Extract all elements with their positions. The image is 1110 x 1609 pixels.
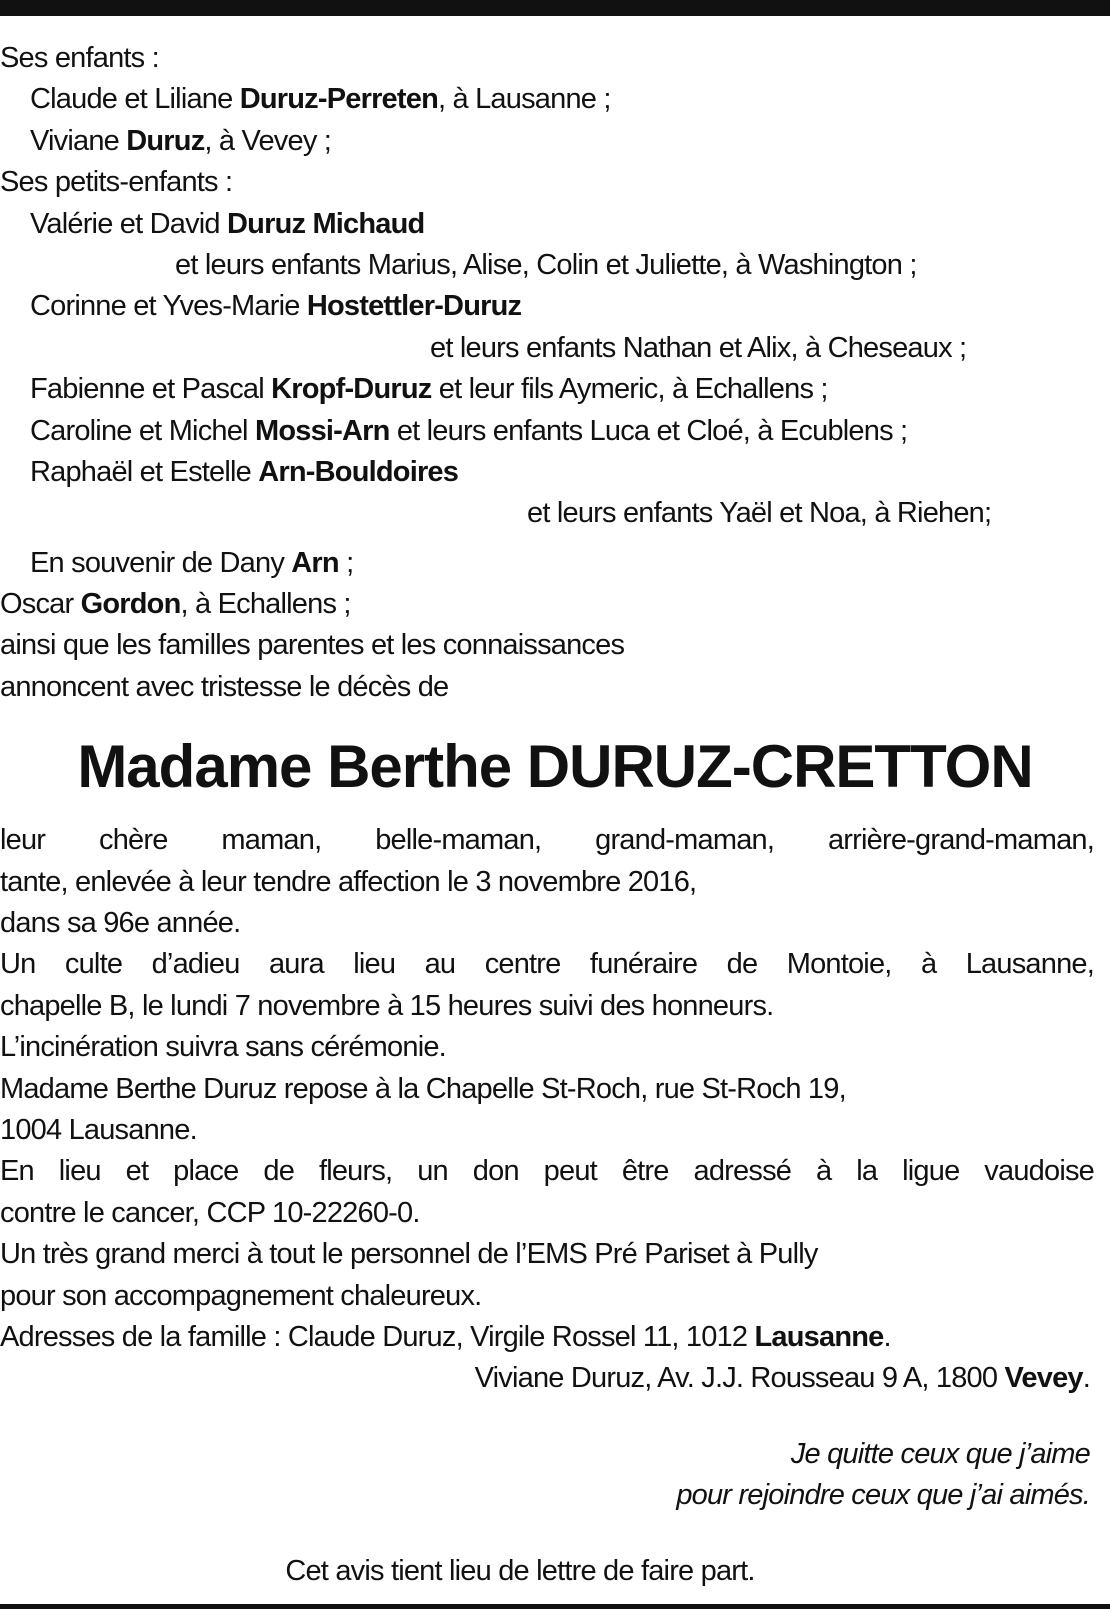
grandchild-details: et leur fils Aymeric, à Echallens ; xyxy=(431,373,828,406)
other-surname: Gordon xyxy=(80,588,181,621)
poem-line: Je quitte ceux que j’aime xyxy=(790,1437,1090,1470)
grandchild-line xyxy=(0,286,1110,327)
grandchild-given-names: Caroline et Michel xyxy=(30,414,255,447)
obituary-notice xyxy=(0,38,1110,1592)
grandchild-surname: Mossi-Arn xyxy=(254,414,390,447)
family-address-line xyxy=(0,1317,1110,1358)
spacer xyxy=(0,535,1110,543)
closing-note: Cet avis tient lieu de lettre de faire part. xyxy=(285,1554,755,1587)
child-given-names: Viviane xyxy=(30,124,127,157)
grandchild-given-names: Raphaël et Estelle xyxy=(30,455,259,488)
bottom-border xyxy=(0,1604,1110,1609)
grandchild-continuation: et leurs enfants Marius, Alise, Colin et Juliette, à Washington ; xyxy=(175,248,917,281)
grandchild-given-names: Valérie et David xyxy=(30,207,228,240)
grandchild-continuation: et leurs enfants Yaël et Noa, à Riehen; xyxy=(527,497,992,530)
grandchild-given-names: Fabienne et Pascal xyxy=(30,373,272,406)
body-line: Madame Berthe Duruz repose à la Chapelle St-Roch, rue St-Roch 19, xyxy=(0,1072,846,1105)
grandchild-surname: Kropf-Duruz xyxy=(271,373,432,406)
grandchild-line xyxy=(0,411,1110,452)
body-line: leur chère maman, belle-maman, grand-maman, arrière-grand-maman, xyxy=(0,824,1094,857)
body-line: L’incinération suivra sans cérémonie. xyxy=(0,1031,446,1064)
other-given-name: Oscar xyxy=(0,588,81,621)
address-city: Lausanne xyxy=(754,1320,884,1353)
top-border xyxy=(0,0,1110,16)
grandchild-continuation: et leurs enfants Nathan et Alix, à Cheseaux ; xyxy=(430,331,967,364)
spacer xyxy=(0,1400,1110,1434)
child-line xyxy=(0,79,1110,120)
grandchildren-heading: Ses petits-enfants : xyxy=(0,166,233,199)
child-line xyxy=(0,121,1110,162)
body-line: contre le cancer, CCP 10-22260-0. xyxy=(0,1196,420,1229)
grandchild-line xyxy=(0,204,1110,245)
body-line: dans sa 96e année. xyxy=(0,907,241,940)
announcement-line: annoncent avec tristesse le décès de xyxy=(0,670,449,703)
spacer xyxy=(0,1517,1110,1551)
child-location: , à Vevey ; xyxy=(204,124,332,157)
address-city: Vevey xyxy=(1004,1362,1083,1395)
body-line: pour son accompagnement chaleureux. xyxy=(0,1279,482,1312)
memory-surname: Arn xyxy=(291,546,339,579)
poem-line: pour rejoindre ceux que j’ai aimés. xyxy=(676,1479,1090,1512)
deceased-name: Madame Berthe DURUZ-CRETTON xyxy=(77,733,1033,801)
grandchild-line xyxy=(0,452,1110,493)
grandchild-surname: Arn-Bouldoires xyxy=(258,455,459,488)
body-line: 1004 Lausanne. xyxy=(0,1113,197,1146)
child-surname: Duruz-Perreten xyxy=(239,83,438,116)
other-location: , à Echallens ; xyxy=(180,588,351,621)
child-location: , à Lausanne ; xyxy=(438,83,611,116)
memory-punct: ; xyxy=(338,546,354,579)
body-line: Un très grand merci à tout le personnel de l’EMS Pré Pariset à Pully xyxy=(0,1238,818,1271)
address-punct: . xyxy=(1082,1362,1090,1395)
grandchild-given-names: Corinne et Yves-Marie xyxy=(30,290,307,323)
address-text: Adresses de la famille : Claude Duruz, Virgile Rossel 11, 1012 xyxy=(0,1320,755,1353)
address-punct: . xyxy=(883,1320,891,1353)
grandchild-details: et leurs enfants Luca et Cloé, à Ecublens ; xyxy=(389,414,908,447)
child-given-names: Claude et Liliane xyxy=(30,83,240,116)
relatives-line: ainsi que les familles parentes et les connaissances xyxy=(0,629,625,662)
body-line: En lieu et place de fleurs, un don peut être adressé à la ligue vaudoise xyxy=(0,1155,1094,1188)
grandchild-surname: Duruz Michaud xyxy=(227,207,425,240)
grandchild-line xyxy=(0,369,1110,410)
other-relative-line xyxy=(0,584,1110,625)
memory-line xyxy=(0,543,1110,584)
family-address-line xyxy=(0,1358,1110,1399)
address-text: Viviane Duruz, Av. J.J. Rousseau 9 A, 1800 xyxy=(474,1362,1005,1395)
children-heading: Ses enfants : xyxy=(0,42,159,74)
body-line: chapelle B, le lundi 7 novembre à 15 heures suivi des honneurs. xyxy=(0,989,774,1022)
body-line: tante, enlevée à leur tendre affection le 3 novembre 2016, xyxy=(0,865,697,898)
memory-text: En souvenir de Dany xyxy=(30,546,292,579)
body-line: Un culte d’adieu aura lieu au centre funéraire de Montoie, à Lausanne, xyxy=(0,948,1094,981)
child-surname: Duruz xyxy=(126,124,205,157)
grandchild-surname: Hostettler-Duruz xyxy=(306,290,522,323)
